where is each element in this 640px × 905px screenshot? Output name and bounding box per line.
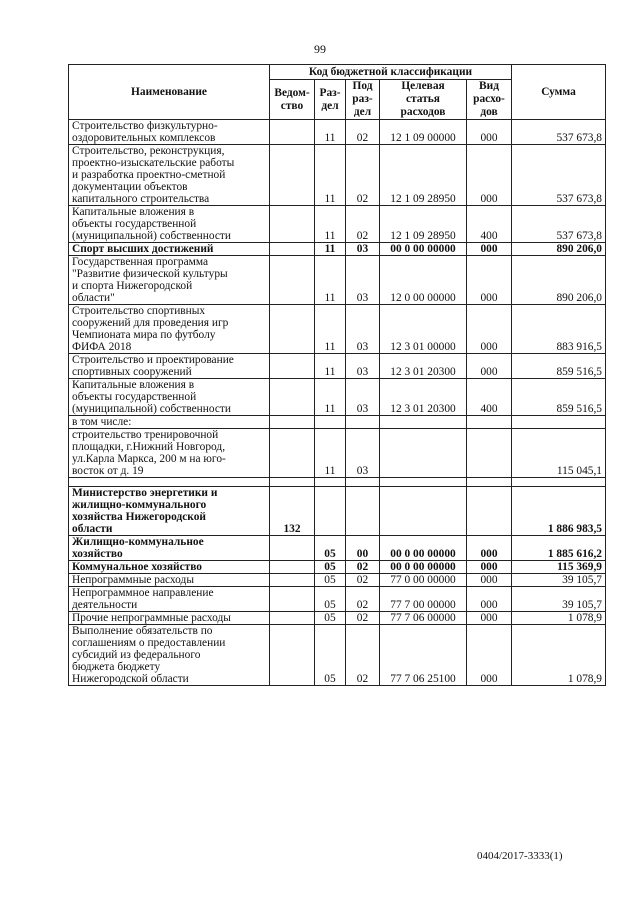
- cell-sum: 115 369,9: [512, 561, 606, 574]
- table-row: [69, 379, 606, 416]
- header-podrazdel: Под раз- дел: [346, 80, 380, 120]
- cell-vedomstvo: [270, 206, 315, 243]
- cell-sum: 1 078,9: [512, 612, 606, 625]
- cell-sum: 890 206,0: [512, 243, 606, 256]
- cell-sum: 537 673,8: [512, 120, 606, 145]
- cell-name-line: спортивных сооружений: [72, 366, 192, 378]
- cell-name-line: жилищно-коммунального: [72, 499, 207, 511]
- table-row: [69, 536, 606, 561]
- cell-sum: 39 105,7: [512, 574, 606, 587]
- cell-name-line: строительство тренировочной: [72, 429, 219, 441]
- table-row: [69, 574, 606, 587]
- cell-target-article: 00 0 00 00000: [380, 561, 467, 574]
- document-code: 0404/2017-3333(1): [477, 850, 563, 862]
- cell-podrazdel: 00: [346, 536, 380, 561]
- cell-podrazdel: 02: [346, 587, 380, 612]
- cell-sum: 537 673,8: [512, 206, 606, 243]
- cell-razdel: 05: [315, 625, 346, 686]
- cell-name-line: ФИФА 2018: [72, 341, 132, 353]
- cell-name-line: Выполнение обязательств по: [72, 625, 213, 637]
- cell-target-article: 12 1 09 00000: [380, 120, 467, 145]
- cell-razdel: 11: [315, 145, 346, 206]
- cell-podrazdel: 03: [346, 305, 380, 354]
- cell-name-line: субсидий из федерального: [72, 649, 201, 661]
- table-row: [69, 145, 606, 206]
- cell-name-line: ул.Карла Маркса, 200 м на юго-: [72, 453, 226, 465]
- cell-sum: 859 516,5: [512, 354, 606, 379]
- cell-name: [69, 416, 270, 429]
- cell-expense-type: 000: [467, 243, 512, 256]
- cell-vedomstvo: [270, 145, 315, 206]
- cell-name-line: Строительство и проектирование: [72, 354, 234, 366]
- cell-name-line: деятельности: [72, 599, 138, 611]
- cell-razdel: 11: [315, 206, 346, 243]
- cell-name-line: восток от д. 19: [72, 465, 144, 477]
- header-target-article: Целевая статья расходов: [380, 80, 467, 120]
- cell-name: [69, 625, 270, 686]
- cell-podrazdel: 03: [346, 243, 380, 256]
- cell-podrazdel: 03: [346, 429, 380, 478]
- cell-name: [69, 145, 270, 206]
- cell-name-line: Жилищно-коммунальное: [72, 536, 204, 548]
- cell-podrazdel: 03: [346, 256, 380, 305]
- cell-name-line: Строительство физкультурно-: [72, 120, 218, 132]
- cell-podrazdel: 02: [346, 612, 380, 625]
- cell-sum: [512, 478, 606, 487]
- cell-podrazdel: 02: [346, 625, 380, 686]
- cell-target-article: [380, 429, 467, 478]
- cell-sum: [512, 416, 606, 429]
- cell-name: [69, 206, 270, 243]
- cell-expense-type: [467, 478, 512, 487]
- cell-vedomstvo: [270, 305, 315, 354]
- cell-razdel: 11: [315, 429, 346, 478]
- cell-vedomstvo: [270, 243, 315, 256]
- cell-name-line: проектно-изыскательские работы: [72, 157, 235, 169]
- cell-name: [69, 305, 270, 354]
- table-row: [69, 416, 606, 429]
- cell-name-line: Чемпионата мира по футболу: [72, 329, 216, 341]
- table-row: [69, 625, 606, 686]
- cell-vedomstvo: [270, 429, 315, 478]
- cell-expense-type: 000: [467, 305, 512, 354]
- table-row: [69, 354, 606, 379]
- cell-expense-type: [467, 416, 512, 429]
- cell-vedomstvo: [270, 478, 315, 487]
- cell-name-line: Нижегородской области: [72, 673, 189, 685]
- cell-target-article: 12 1 09 28950: [380, 206, 467, 243]
- cell-expense-type: 000: [467, 536, 512, 561]
- cell-name: [69, 120, 270, 145]
- cell-razdel: 11: [315, 243, 346, 256]
- budget-table: [68, 64, 606, 686]
- cell-expense-type: 000: [467, 587, 512, 612]
- cell-name-line: объекты государственной: [72, 218, 197, 230]
- cell-name-line: документации объектов: [72, 181, 188, 193]
- cell-target-article: 00 0 00 00000: [380, 536, 467, 561]
- header-razdel: Раз- дел: [315, 80, 346, 120]
- cell-name-line: бюджета бюджету: [72, 661, 161, 673]
- header-sum: Сумма: [512, 65, 606, 120]
- cell-sum: 115 045,1: [512, 429, 606, 478]
- cell-name-line: хозяйство: [72, 548, 123, 560]
- header-name: Наименование: [69, 65, 270, 120]
- cell-razdel: 11: [315, 256, 346, 305]
- cell-name: [69, 587, 270, 612]
- cell-target-article: 77 0 00 00000: [380, 574, 467, 587]
- cell-razdel: [315, 478, 346, 487]
- cell-name-line: и спорта Нижегородской: [72, 280, 193, 292]
- cell-podrazdel: 02: [346, 120, 380, 145]
- cell-name-line: капитального строительства: [72, 193, 210, 205]
- cell-name-line: площадки, г.Нижний Новгород,: [72, 441, 226, 453]
- cell-name-line: и разработка проектно-сметной: [72, 169, 226, 181]
- cell-razdel: 11: [315, 354, 346, 379]
- cell-name-line: Прочие непрограммные расходы: [72, 612, 231, 624]
- cell-vedomstvo: [270, 574, 315, 587]
- cell-vedomstvo: 132: [270, 487, 315, 536]
- cell-name-line: Непрограммные расходы: [72, 574, 194, 586]
- cell-name: [69, 561, 270, 574]
- cell-vedomstvo: [270, 625, 315, 686]
- cell-target-article: 12 3 01 20300: [380, 379, 467, 416]
- cell-name-line: Спорт высших достижений: [72, 243, 214, 255]
- cell-name-line: Коммунальное хозяйство: [72, 561, 202, 573]
- cell-vedomstvo: [270, 587, 315, 612]
- cell-sum: 537 673,8: [512, 145, 606, 206]
- cell-name: [69, 536, 270, 561]
- cell-name: [69, 487, 270, 536]
- cell-expense-type: [467, 429, 512, 478]
- cell-target-article: 12 1 09 28950: [380, 145, 467, 206]
- table-row: [69, 587, 606, 612]
- header-code-group: Код бюджетной классификации: [270, 65, 512, 80]
- cell-name-line: Непрограммное направление: [72, 587, 214, 599]
- cell-target-article: [380, 416, 467, 429]
- cell-name: [69, 256, 270, 305]
- table-row: [69, 612, 606, 625]
- cell-sum: 1 078,9: [512, 625, 606, 686]
- cell-razdel: [315, 416, 346, 429]
- cell-razdel: 11: [315, 379, 346, 416]
- cell-name-line: Строительство спортивных: [72, 305, 206, 317]
- cell-name-line: соглашениям о предоставлении: [72, 637, 226, 649]
- cell-name-line: в том числе:: [72, 416, 132, 428]
- cell-target-article: [380, 478, 467, 487]
- cell-name-line: объекты государственной: [72, 391, 197, 403]
- cell-name: [69, 478, 270, 487]
- cell-expense-type: 400: [467, 379, 512, 416]
- cell-name-line: (муниципальной) собственности: [72, 230, 231, 242]
- cell-razdel: 11: [315, 305, 346, 354]
- table-body: [69, 120, 606, 686]
- cell-vedomstvo: [270, 256, 315, 305]
- cell-expense-type: 000: [467, 145, 512, 206]
- table-row: [69, 243, 606, 256]
- cell-expense-type: 000: [467, 561, 512, 574]
- page-number: 99: [314, 42, 326, 56]
- cell-sum: 39 105,7: [512, 587, 606, 612]
- cell-name: [69, 243, 270, 256]
- table-row: [69, 256, 606, 305]
- cell-podrazdel: 02: [346, 206, 380, 243]
- cell-target-article: 12 3 01 00000: [380, 305, 467, 354]
- cell-podrazdel: 03: [346, 354, 380, 379]
- cell-expense-type: 000: [467, 120, 512, 145]
- cell-target-article: 12 0 00 00000: [380, 256, 467, 305]
- cell-sum: 1 885 616,2: [512, 536, 606, 561]
- cell-target-article: 12 3 01 20300: [380, 354, 467, 379]
- header-vedomstvo: Ведом- ство: [270, 80, 315, 120]
- cell-name: [69, 354, 270, 379]
- cell-expense-type: 000: [467, 625, 512, 686]
- cell-vedomstvo: [270, 612, 315, 625]
- cell-name-line: Капитальные вложения в: [72, 206, 195, 218]
- table-row: [69, 561, 606, 574]
- table-row: [69, 478, 606, 487]
- cell-name-line: Капитальные вложения в: [72, 379, 195, 391]
- cell-expense-type: 000: [467, 354, 512, 379]
- cell-podrazdel: 02: [346, 574, 380, 587]
- cell-sum: 1 886 983,5: [512, 487, 606, 536]
- cell-razdel: 05: [315, 561, 346, 574]
- cell-podrazdel: [346, 487, 380, 536]
- cell-name: [69, 574, 270, 587]
- cell-target-article: 77 7 00 00000: [380, 587, 467, 612]
- cell-name-line: хозяйства Нижегородской: [72, 511, 206, 523]
- cell-name-line: Министерство энергетики и: [72, 487, 218, 499]
- cell-name-line: "Развитие физической культуры: [72, 268, 228, 280]
- cell-sum: 890 206,0: [512, 256, 606, 305]
- cell-name-line: (муниципальной) собственности: [72, 403, 231, 415]
- cell-name: [69, 612, 270, 625]
- cell-razdel: [315, 487, 346, 536]
- cell-name-line: сооружений для проведения игр: [72, 317, 229, 329]
- cell-expense-type: [467, 487, 512, 536]
- header-expense-type: Вид расхо- дов: [467, 80, 512, 120]
- cell-podrazdel: [346, 478, 380, 487]
- table-row: [69, 305, 606, 354]
- cell-name-line: Строительство, реконструкция,: [72, 145, 225, 157]
- cell-expense-type: 000: [467, 256, 512, 305]
- cell-expense-type: 000: [467, 612, 512, 625]
- cell-razdel: 11: [315, 120, 346, 145]
- cell-vedomstvo: [270, 379, 315, 416]
- table-row: [69, 120, 606, 145]
- cell-target-article: 77 7 06 00000: [380, 612, 467, 625]
- cell-razdel: 05: [315, 612, 346, 625]
- cell-vedomstvo: [270, 536, 315, 561]
- cell-name-line: оздоровительных комплексов: [72, 132, 216, 144]
- cell-vedomstvo: [270, 416, 315, 429]
- cell-podrazdel: 02: [346, 561, 380, 574]
- cell-name: [69, 379, 270, 416]
- cell-podrazdel: 03: [346, 379, 380, 416]
- cell-razdel: 05: [315, 536, 346, 561]
- table-row: [69, 429, 606, 478]
- cell-razdel: 05: [315, 587, 346, 612]
- cell-target-article: [380, 487, 467, 536]
- cell-sum: 859 516,5: [512, 379, 606, 416]
- cell-razdel: 05: [315, 574, 346, 587]
- table-row: [69, 206, 606, 243]
- cell-vedomstvo: [270, 120, 315, 145]
- cell-name-line: области": [72, 292, 115, 304]
- cell-name-line: области: [72, 523, 113, 535]
- cell-expense-type: 400: [467, 206, 512, 243]
- cell-target-article: 77 7 06 25100: [380, 625, 467, 686]
- cell-target-article: 00 0 00 00000: [380, 243, 467, 256]
- cell-vedomstvo: [270, 354, 315, 379]
- cell-sum: 883 916,5: [512, 305, 606, 354]
- cell-vedomstvo: [270, 561, 315, 574]
- cell-name: [69, 429, 270, 478]
- cell-name-line: Государственная программа: [72, 256, 209, 268]
- cell-podrazdel: 02: [346, 145, 380, 206]
- table-row: [69, 487, 606, 536]
- cell-podrazdel: [346, 416, 380, 429]
- cell-expense-type: 000: [467, 574, 512, 587]
